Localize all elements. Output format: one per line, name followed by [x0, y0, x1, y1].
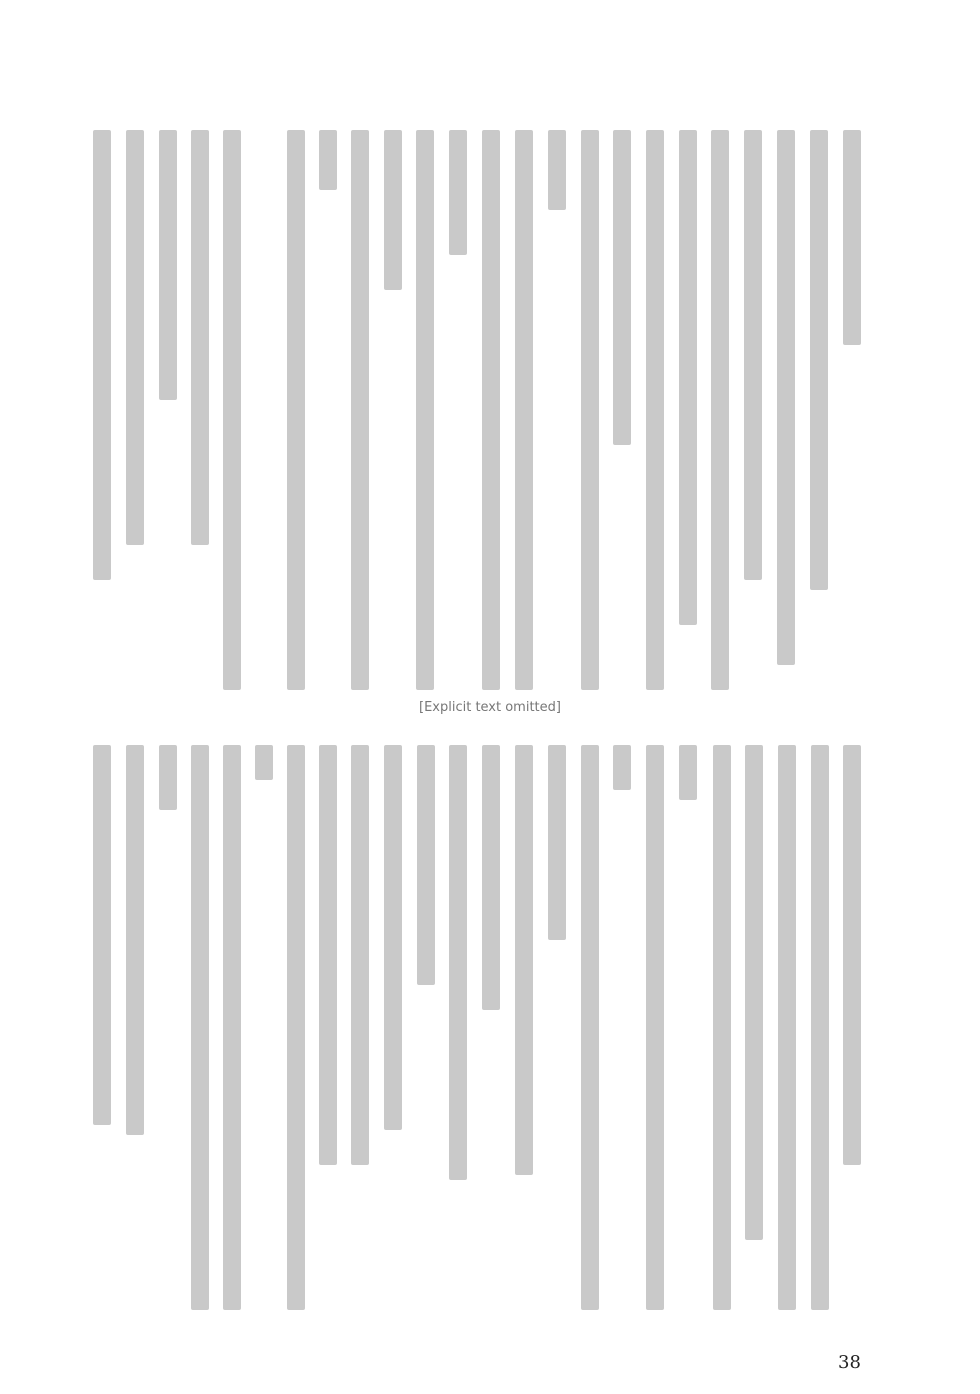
text-column-placeholder [515, 130, 533, 690]
text-column-placeholder [548, 130, 566, 210]
text-column-placeholder [223, 745, 241, 1310]
text-column-placeholder [191, 745, 209, 1310]
text-column-placeholder [449, 130, 467, 255]
text-column-placeholder [319, 745, 337, 1165]
text-column-placeholder [482, 745, 500, 1010]
text-column-placeholder [449, 745, 467, 1180]
text-column-placeholder [384, 130, 402, 290]
text-column-placeholder [548, 745, 566, 940]
text-column-placeholder [613, 745, 631, 790]
text-column-placeholder [223, 130, 241, 690]
text-column-placeholder [843, 745, 861, 1165]
text-column-placeholder [287, 130, 305, 690]
text-column-placeholder [191, 130, 209, 545]
text-column-placeholder [613, 130, 631, 445]
text-column-placeholder [416, 130, 434, 690]
content-notice: [Explicit text omitted] [419, 700, 561, 715]
text-column-placeholder [384, 745, 402, 1130]
text-column-placeholder [745, 745, 763, 1240]
text-column-placeholder [744, 130, 762, 580]
text-column-placeholder [646, 130, 664, 690]
text-column-placeholder [351, 745, 369, 1165]
text-column-placeholder [482, 130, 500, 690]
text-column-placeholder [843, 130, 861, 345]
text-column-placeholder [159, 745, 177, 810]
text-column-placeholder [711, 130, 729, 690]
text-column-placeholder [287, 745, 305, 1310]
text-column-placeholder [778, 745, 796, 1310]
text-column-placeholder [811, 745, 829, 1310]
text-column-placeholder [255, 745, 273, 780]
text-column-placeholder [713, 745, 731, 1310]
text-column-placeholder [159, 130, 177, 400]
text-column-placeholder [319, 130, 337, 190]
text-column-placeholder [777, 130, 795, 665]
text-column-placeholder [93, 745, 111, 1125]
text-column-placeholder [810, 130, 828, 590]
text-column-placeholder [126, 745, 144, 1135]
text-column-placeholder [581, 745, 599, 1310]
text-column-placeholder [93, 130, 111, 580]
text-column-placeholder [679, 745, 697, 800]
text-column-placeholder [417, 745, 435, 985]
page-number: 38 [838, 1352, 861, 1373]
text-column-placeholder [515, 745, 533, 1175]
text-column-placeholder [679, 130, 697, 625]
text-column-placeholder [351, 130, 369, 690]
text-column-placeholder [646, 745, 664, 1310]
text-column-placeholder [126, 130, 144, 545]
text-column-placeholder [581, 130, 599, 690]
